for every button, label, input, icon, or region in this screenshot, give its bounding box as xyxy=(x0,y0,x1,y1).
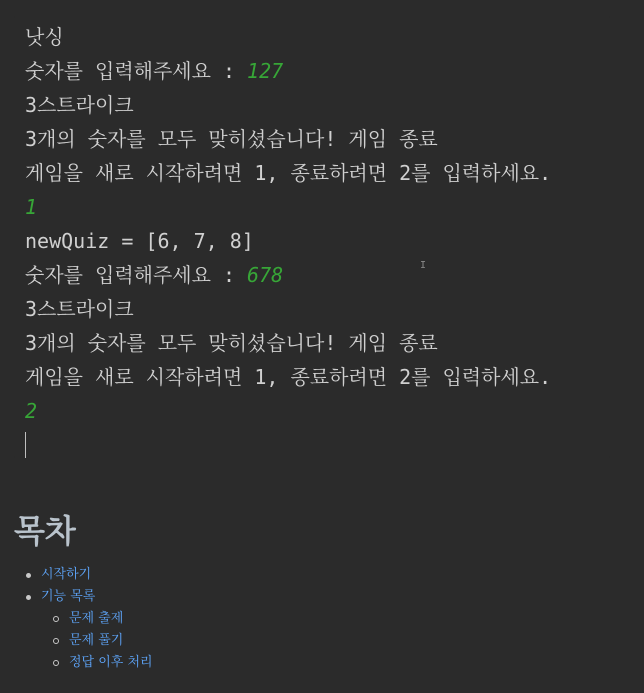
console-text: newQuiz = [6, 7, 8] xyxy=(25,229,254,253)
bullet-circle-icon xyxy=(53,660,59,666)
console-user-input: 127 xyxy=(247,59,284,83)
console-user-input: 2 xyxy=(25,399,38,423)
console-line xyxy=(25,258,610,292)
console-text: 낫싱 xyxy=(25,25,64,49)
toc-link-start[interactable]: 시작하기 xyxy=(41,567,92,582)
toc-link-after-answer[interactable]: 정답 이후 처리 xyxy=(69,655,153,670)
toc-list xyxy=(0,564,644,674)
console-user-input: 678 xyxy=(247,263,284,287)
bullet-disc-icon xyxy=(26,573,31,578)
console-line xyxy=(25,360,610,394)
bullet-circle-icon xyxy=(53,616,59,622)
table-of-contents xyxy=(0,498,644,674)
console-output xyxy=(14,16,610,458)
console-prompt: 숫자를 입력해주세요 : xyxy=(25,263,248,287)
console-text: 3개의 숫자를 모두 맞히셨습니다! 게임 종료 xyxy=(25,331,438,355)
console-line xyxy=(25,54,610,88)
toc-link-quiz-solve[interactable]: 문제 풀기 xyxy=(69,633,124,648)
console-user-input: 1 xyxy=(25,195,38,219)
console-text: 3스트라이크 xyxy=(25,297,134,321)
console-line xyxy=(25,224,610,258)
ibeam-cursor-icon: I xyxy=(420,260,427,271)
console-text: 게임을 새로 시작하려면 1, 종료하려면 2를 입력하세요. xyxy=(25,161,552,185)
text-cursor[interactable] xyxy=(25,432,26,458)
console-text: 3개의 숫자를 모두 맞히셨습니다! 게임 종료 xyxy=(25,127,438,151)
toc-link-quiz-create[interactable]: 문제 출제 xyxy=(69,611,124,626)
toc-subitem xyxy=(0,652,644,674)
toc-link-features[interactable]: 기능 목록 xyxy=(41,589,96,604)
console-text: 게임을 새로 시작하려면 1, 종료하려면 2를 입력하세요. xyxy=(25,365,552,389)
toc-item xyxy=(0,564,644,586)
console-line xyxy=(25,394,610,428)
toc-item xyxy=(0,586,644,608)
toc-subitem xyxy=(0,608,644,630)
console-line xyxy=(25,190,610,224)
console-line xyxy=(25,88,610,122)
console-text: 3스트라이크 xyxy=(25,93,134,117)
console-line xyxy=(25,20,610,54)
bullet-circle-icon xyxy=(53,638,59,644)
console-line xyxy=(25,326,610,360)
console-line xyxy=(25,122,610,156)
toc-title: 목차 xyxy=(14,512,76,550)
console-line xyxy=(25,292,610,326)
bullet-disc-icon xyxy=(26,595,31,600)
console-prompt: 숫자를 입력해주세요 : xyxy=(25,59,248,83)
toc-subitem xyxy=(0,630,644,652)
console-line xyxy=(25,156,610,190)
